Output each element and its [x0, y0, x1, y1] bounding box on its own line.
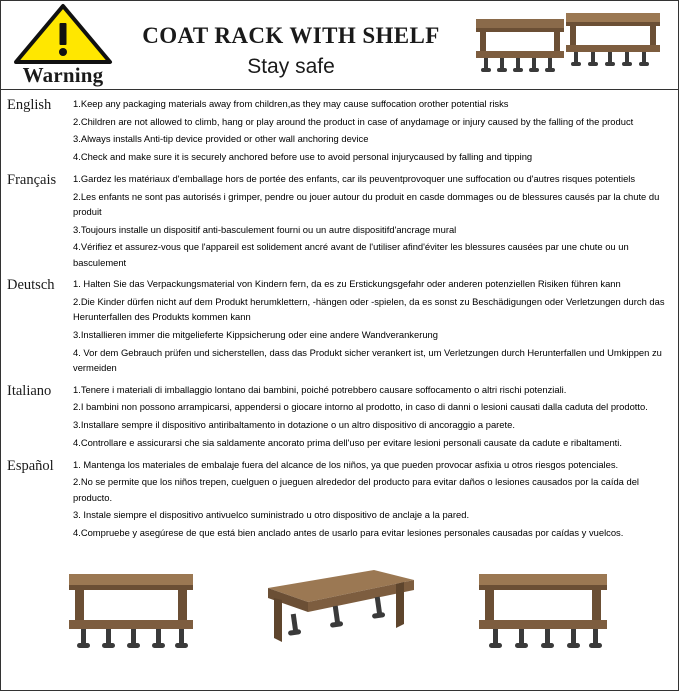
safety-instructions	[1, 90, 678, 543]
title-block	[121, 23, 461, 79]
instruction-line: 4. Vor dem Gebrauch prüfen und sicherstellen, dass das Produkt sicher verankert ist, um Verletzungen durch Herunterfallen und Umkippen zu vermeiden	[73, 346, 662, 374]
language-label: Español	[7, 457, 54, 474]
language-section-italiano	[7, 382, 670, 453]
instruction-line: 1. Mantenga los materiales de embalaje fuera del alcance de los niños, ya que pueden provocar asfixia u otros riesgos potenciales.	[73, 458, 619, 470]
instruction-line: 2.I bambini non possono arrampicarsi, appendersi o giocare intorno al prodotto, in caso di danni o lesioni causati dalla caduta del prodotto.	[73, 401, 648, 413]
language-label: Italiano	[7, 382, 52, 399]
language-label: English	[7, 97, 52, 113]
page-title: COAT RACK WITH SHELF	[142, 23, 440, 48]
language-section-english	[7, 96, 670, 167]
instruction-line: 3.Toujours installe un dispositif anti-basculement fourni ou un autre dispositifd'ancrage mural	[73, 223, 457, 235]
warning-triangle-icon	[13, 3, 113, 65]
instruction-line: 3.Installare sempre il dispositivo antiribaltamento in dotazione o un altro dispositivo di ancoraggio a parete.	[73, 419, 515, 431]
instruction-line: 2.Les enfants ne sont pas autorisés i grimper, pendre ou jouer autour du produit en casde dommages ou de blessures causés par la chute du produit	[73, 190, 660, 217]
instruction-line: 4.Vérifiez et assurez-vous que l'appareil est solidement ancré avant de l'utiliser afind'éviter les blessures causées par une chute ou un basculement	[73, 241, 629, 268]
product-photo-angled	[256, 566, 426, 678]
instruction-line: 1.Keep any packaging materials away from children,as they may cause suffocation orother potential risks	[73, 98, 509, 109]
instruction-line: 4.Compruebe y asegúrese de que está bien anclado antes de usarlo para evitar lesiones personales causadas por caídas y vuelcos.	[73, 527, 624, 539]
warning-label: Warning	[22, 63, 104, 87]
instruction-line: 2.No se permite que los niños trepen, cuelguen o jueguen alrededor del producto para evitar daños o lesiones causados por la caída del producto.	[73, 476, 639, 503]
instruction-line: 1.Tenere i materiali di imballaggio lontano dai bambini, poiché potrebbero causare soffocamento o altri rischi potenziali.	[73, 383, 567, 395]
product-photo-header	[462, 11, 668, 81]
product-photo-front	[51, 566, 211, 676]
header	[1, 1, 678, 90]
language-section-deutsch	[7, 276, 670, 377]
language-lines	[73, 382, 670, 453]
warning-block	[5, 3, 121, 88]
language-label: Deutsch	[7, 277, 55, 294]
language-lines	[73, 457, 670, 543]
language-lines	[73, 276, 670, 377]
instruction-line: 3.Always installs Anti-tip device provided or other wall anchoring device	[73, 133, 369, 145]
page-subtitle: Stay safe	[247, 55, 335, 78]
instruction-line: 1.Gardez les matériaux d'emballage hors de portée des enfants, car ils peuventprovoquer une suffocation ou d'autres risques potentiels	[73, 172, 636, 184]
instruction-line: 3. Instale siempre el dispositivo antivuelco suministrado u otro dispositivo de anclaje a la pared.	[73, 509, 470, 521]
language-lines	[73, 171, 670, 272]
footer-photos	[1, 566, 679, 684]
language-section-francais	[7, 171, 670, 272]
instruction-line: 4.Controllare e assicurarsi che sia saldamente ancorato prima dell'uso per evitare lesioni personali causate da cadute e ribaltamenti.	[73, 436, 622, 448]
product-photo-side	[461, 566, 626, 676]
instruction-line: 1. Halten Sie das Verpackungsmaterial von Kindern fern, da es zu Erstickungsgefahr oder anderen potenziellen Risiken führen kann	[73, 278, 621, 290]
instruction-line: 2.Children are not allowed to climb, hang or play around the product in case of anydamage or injury caused by the falling of the product	[73, 115, 634, 127]
instruction-line: 2.Die Kinder dürfen nicht auf dem Produkt herumklettern, -hängen oder -spielen, da es sonst zu Beschädigungen oder Verletzungen durch das Herunterfallen des Produkts kommen kann	[73, 296, 665, 323]
language-label: Français	[7, 171, 57, 188]
instruction-line: 4.Check and make sure it is securely anchored before use to avoid personal injurycaused by falling and tipping	[73, 151, 533, 163]
instruction-line: 3.Installieren immer die mitgelieferte Kippsicherung oder eine andere Wandverankerung	[73, 329, 438, 341]
language-section-espanol	[7, 457, 670, 543]
language-lines	[73, 96, 670, 167]
